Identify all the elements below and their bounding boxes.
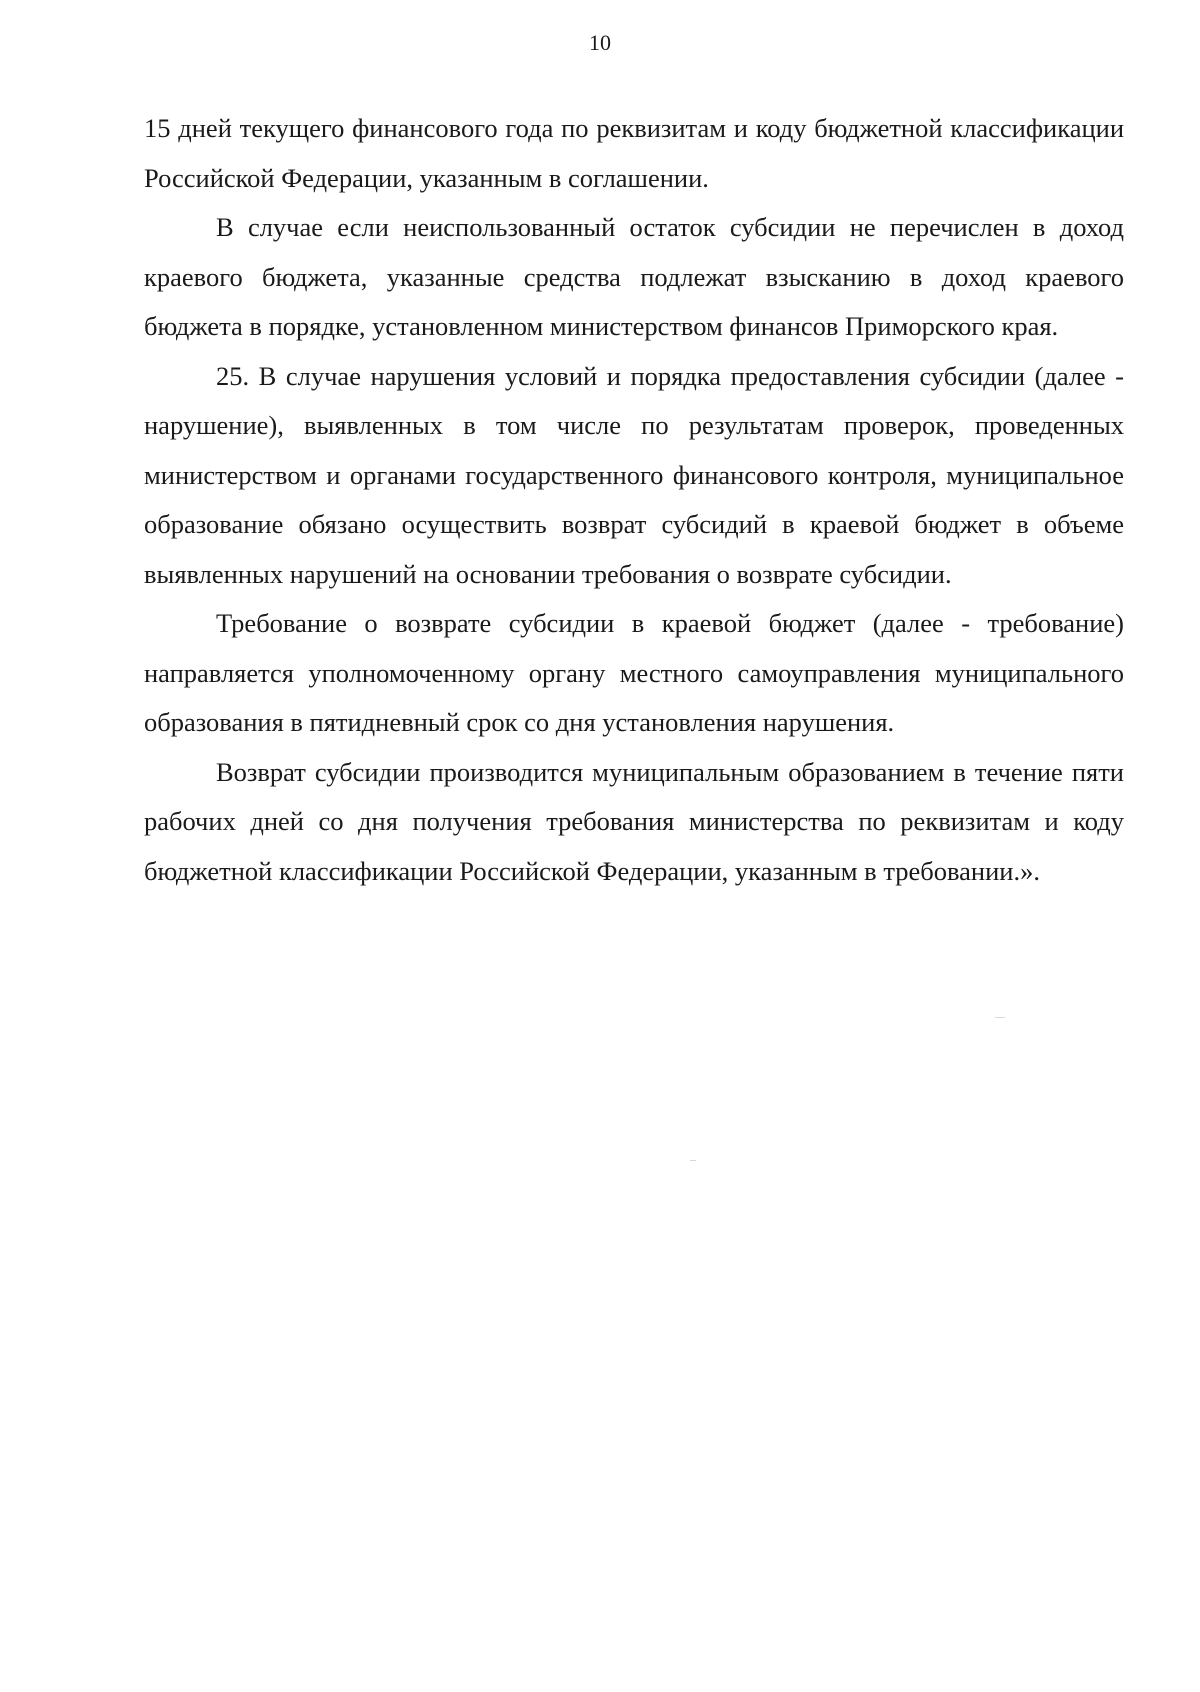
document-body: [144, 104, 1124, 896]
paragraph-return-procedure: Возврат субсидии производится муниципальным образованием в течение пяти рабочих дней со дня получения требования министерства по реквизитам и коду бюджетной классификации Российской Федерации, указанным в требовании.».: [144, 756, 1124, 886]
paragraph-unspent-balance: В случае если неиспользованный остаток субсидии не перечислен в доход краевого бюджета, указанные средства подлежат взысканию в доход краевого бюджета в порядке, установленном министерством финансов Приморского края.: [144, 212, 1124, 341]
paragraph-item-25: 25. В случае нарушения условий и порядка предоставления субсидии (далее - нарушение), выявленных в том числе по результатам проверок, проведенных министерством и органами государственного финансового контроля, муниципальное образование обязано осуществить возврат субсидий в краевой бюджет в объеме выявленных нарушений на основании требования о возврате субсидии.: [144, 360, 1124, 589]
paragraph-return-requirement: Требование о возврате субсидии в краевой бюджет (далее - требование) направляется уполномоченному органу местного самоуправления муниципального образования в пятидневный срок со дня установления нарушения.: [144, 608, 1124, 737]
page-number: 10: [589, 30, 611, 55]
scan-speck: [995, 1017, 1005, 1018]
scan-speck: [690, 1160, 696, 1161]
paragraph-continuation: 15 дней текущего финансового года по реквизитам и коду бюджетной классификации Российской Федерации, указанным в соглашении.: [144, 113, 1124, 193]
